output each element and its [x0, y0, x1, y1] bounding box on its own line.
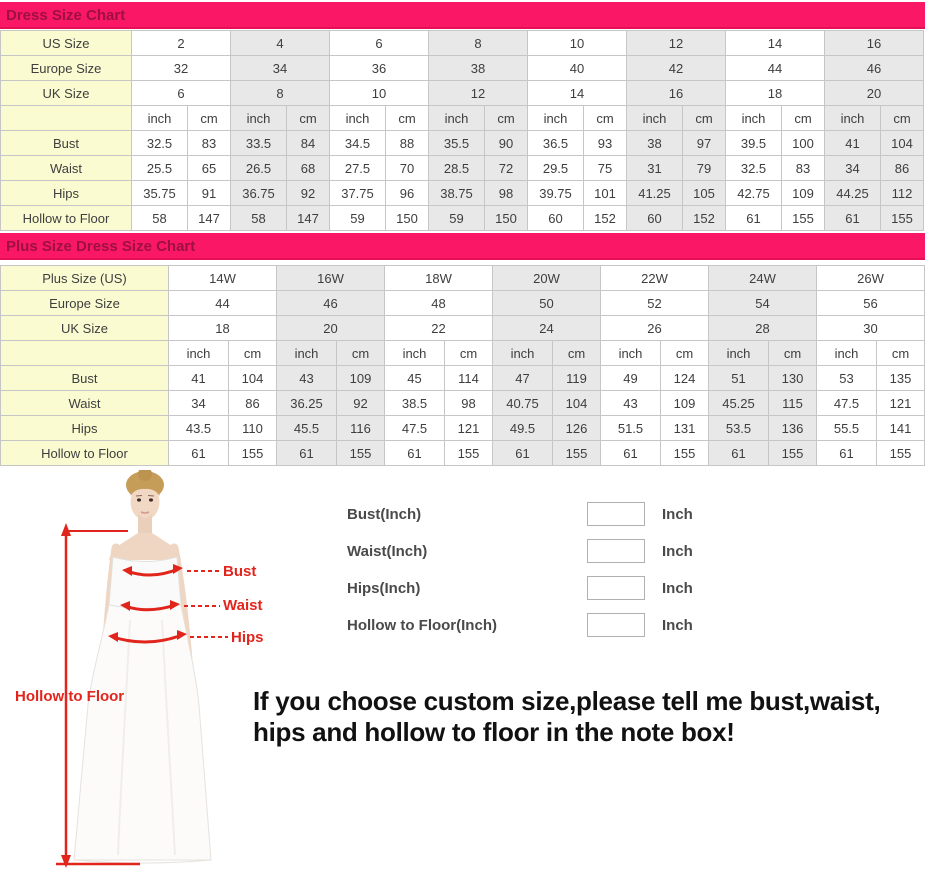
hollow-to-floor-label: Hollow to Floor(Inch) — [347, 617, 497, 634]
cm-value-cell: 68 — [287, 156, 330, 181]
cm-value-cell: 130 — [769, 366, 817, 391]
bust-unit-label: Inch — [662, 506, 693, 523]
inch-value-cell: 61 — [825, 206, 881, 231]
unit-cell: inch — [493, 341, 553, 366]
inch-value-cell: 44.25 — [825, 181, 881, 206]
inch-value-cell: 49 — [601, 366, 661, 391]
dress-size-chart-header: Dress Size Chart — [0, 2, 925, 29]
bust-form-row — [347, 502, 692, 528]
unit-cell: inch — [627, 106, 683, 131]
hips-figure-label: Hips — [231, 629, 264, 646]
size-cell: 38 — [429, 56, 528, 81]
cm-value-cell: 126 — [553, 416, 601, 441]
inch-value-cell: 61 — [709, 441, 769, 466]
cm-value-cell: 90 — [485, 131, 528, 156]
inch-value-cell: 38.75 — [429, 181, 485, 206]
waist-form-row — [347, 539, 692, 565]
bust-label: Bust(Inch) — [347, 506, 422, 523]
size-cell: 52 — [601, 291, 709, 316]
cm-value-cell: 115 — [769, 391, 817, 416]
cm-value-cell: 93 — [584, 131, 627, 156]
cm-value-cell: 124 — [661, 366, 709, 391]
unit-cell: cm — [337, 341, 385, 366]
size-cell: 26W — [817, 266, 925, 291]
size-cell: 20 — [825, 81, 924, 106]
inch-value-cell: 34 — [169, 391, 229, 416]
size-cell: 18W — [385, 266, 493, 291]
unit-cell: cm — [584, 106, 627, 131]
inch-value-cell: 58 — [132, 206, 188, 231]
arrow-down-icon — [61, 855, 71, 868]
row-label-cell: Waist — [1, 391, 169, 416]
inch-value-cell: 38 — [627, 131, 683, 156]
inch-value-cell: 39.75 — [528, 181, 584, 206]
inch-value-cell: 43 — [277, 366, 337, 391]
unit-cell: inch — [277, 341, 337, 366]
cm-value-cell: 86 — [881, 156, 924, 181]
cm-value-cell: 141 — [877, 416, 925, 441]
cm-value-cell: 97 — [683, 131, 726, 156]
unit-cell: inch — [385, 341, 445, 366]
inch-value-cell: 31 — [627, 156, 683, 181]
size-cell: 46 — [277, 291, 385, 316]
size-cell: 18 — [169, 316, 277, 341]
row-label-cell — [1, 341, 169, 366]
size-cell: 22 — [385, 316, 493, 341]
unit-cell: cm — [445, 341, 493, 366]
size-cell: 10 — [528, 31, 627, 56]
unit-cell: cm — [386, 106, 429, 131]
inch-value-cell: 53 — [817, 366, 877, 391]
cm-value-cell: 72 — [485, 156, 528, 181]
cm-value-cell: 155 — [877, 441, 925, 466]
row-label-cell: Europe Size — [1, 291, 169, 316]
cm-value-cell: 121 — [877, 391, 925, 416]
inch-value-cell: 47.5 — [385, 416, 445, 441]
inch-value-cell: 32.5 — [132, 131, 188, 156]
inch-value-cell: 43 — [601, 391, 661, 416]
unit-cell: cm — [683, 106, 726, 131]
inch-value-cell: 55.5 — [817, 416, 877, 441]
cm-value-cell: 100 — [782, 131, 825, 156]
bust-input[interactable] — [587, 502, 645, 526]
unit-cell: cm — [229, 341, 277, 366]
cm-value-cell: 112 — [881, 181, 924, 206]
inch-value-cell: 40.75 — [493, 391, 553, 416]
hips-label: Hips(Inch) — [347, 580, 421, 597]
unit-cell: inch — [231, 106, 287, 131]
cm-value-cell: 131 — [661, 416, 709, 441]
cm-value-cell: 105 — [683, 181, 726, 206]
size-cell: 18 — [726, 81, 825, 106]
row-label-cell: Waist — [1, 156, 132, 181]
inch-value-cell: 25.5 — [132, 156, 188, 181]
size-cell: 32 — [132, 56, 231, 81]
row-label-cell: Hollow to Floor — [1, 441, 169, 466]
unit-cell: cm — [485, 106, 528, 131]
cm-value-cell: 91 — [188, 181, 231, 206]
unit-cell: inch — [825, 106, 881, 131]
arrow-up-icon — [61, 523, 71, 536]
cm-value-cell: 155 — [229, 441, 277, 466]
inch-value-cell: 36.75 — [231, 181, 287, 206]
cm-value-cell: 88 — [386, 131, 429, 156]
custom-size-form — [347, 502, 692, 650]
size-cell: 30 — [817, 316, 925, 341]
unit-cell: cm — [769, 341, 817, 366]
inch-value-cell: 33.5 — [231, 131, 287, 156]
inch-value-cell: 53.5 — [709, 416, 769, 441]
cm-value-cell: 152 — [683, 206, 726, 231]
inch-value-cell: 41.25 — [627, 181, 683, 206]
unit-cell: inch — [709, 341, 769, 366]
unit-cell: inch — [726, 106, 782, 131]
row-label-cell: Hips — [1, 416, 169, 441]
cm-value-cell: 79 — [683, 156, 726, 181]
cm-value-cell: 109 — [782, 181, 825, 206]
cm-value-cell: 104 — [881, 131, 924, 156]
inch-value-cell: 26.5 — [231, 156, 287, 181]
inch-value-cell: 36.5 — [528, 131, 584, 156]
inch-value-cell: 35.5 — [429, 131, 485, 156]
unit-cell: cm — [881, 106, 924, 131]
cm-value-cell: 101 — [584, 181, 627, 206]
dress-size-chart-table — [0, 30, 924, 231]
cm-value-cell: 119 — [553, 366, 601, 391]
cm-value-cell: 152 — [584, 206, 627, 231]
cm-value-cell: 98 — [485, 181, 528, 206]
cm-value-cell: 86 — [229, 391, 277, 416]
inch-value-cell: 61 — [601, 441, 661, 466]
inch-value-cell: 35.75 — [132, 181, 188, 206]
unit-cell: inch — [528, 106, 584, 131]
size-cell: 8 — [231, 81, 330, 106]
inch-value-cell: 61 — [385, 441, 445, 466]
waist-label: Waist(Inch) — [347, 543, 428, 560]
cm-value-cell: 155 — [881, 206, 924, 231]
inch-value-cell: 37.75 — [330, 181, 386, 206]
size-cell: 16W — [277, 266, 385, 291]
inch-value-cell: 29.5 — [528, 156, 584, 181]
size-cell: 14 — [528, 81, 627, 106]
size-cell: 44 — [726, 56, 825, 81]
custom-size-note — [253, 686, 925, 748]
cm-value-cell: 92 — [287, 181, 330, 206]
cm-value-cell: 114 — [445, 366, 493, 391]
hips-unit-label: Inch — [662, 580, 693, 597]
size-cell: 56 — [817, 291, 925, 316]
inch-value-cell: 43.5 — [169, 416, 229, 441]
cm-value-cell: 75 — [584, 156, 627, 181]
inch-value-cell: 61 — [493, 441, 553, 466]
cm-value-cell: 155 — [553, 441, 601, 466]
inch-value-cell: 45 — [385, 366, 445, 391]
inch-value-cell: 60 — [528, 206, 584, 231]
cm-value-cell: 65 — [188, 156, 231, 181]
inch-value-cell: 27.5 — [330, 156, 386, 181]
inch-value-cell: 34 — [825, 156, 881, 181]
cm-value-cell: 136 — [769, 416, 817, 441]
size-cell: 36 — [330, 56, 429, 81]
size-cell: 6 — [330, 31, 429, 56]
waist-figure-label: Waist — [223, 597, 263, 614]
cm-value-cell: 155 — [445, 441, 493, 466]
size-cell: 34 — [231, 56, 330, 81]
cm-value-cell: 150 — [485, 206, 528, 231]
size-cell: 2 — [132, 31, 231, 56]
unit-cell: inch — [429, 106, 485, 131]
cm-value-cell: 96 — [386, 181, 429, 206]
plus-size-chart-header: Plus Size Dress Size Chart — [0, 233, 925, 260]
size-cell: 20W — [493, 266, 601, 291]
note-line: hips and hollow to floor in the note box! — [253, 717, 735, 747]
size-cell: 24W — [709, 266, 817, 291]
inch-value-cell: 38.5 — [385, 391, 445, 416]
inch-value-cell: 49.5 — [493, 416, 553, 441]
unit-cell: cm — [661, 341, 709, 366]
cm-value-cell: 104 — [229, 366, 277, 391]
size-cell: 10 — [330, 81, 429, 106]
hips-form-row — [347, 576, 692, 602]
row-label-cell — [1, 106, 132, 131]
size-cell: 48 — [385, 291, 493, 316]
size-cell: 22W — [601, 266, 709, 291]
unit-cell: inch — [132, 106, 188, 131]
row-label-cell: Hips — [1, 181, 132, 206]
bust-figure-label: Bust — [223, 563, 257, 580]
waist-input[interactable] — [587, 539, 645, 563]
row-label-cell: UK Size — [1, 81, 132, 106]
cm-value-cell: 147 — [287, 206, 330, 231]
size-cell: 50 — [493, 291, 601, 316]
size-cell: 16 — [627, 81, 726, 106]
row-label-cell: Bust — [1, 366, 169, 391]
cm-value-cell: 116 — [337, 416, 385, 441]
size-cell: 12 — [627, 31, 726, 56]
size-cell: 44 — [169, 291, 277, 316]
measurement-figure — [30, 470, 280, 870]
row-label-cell: Hollow to Floor — [1, 206, 132, 231]
size-cell: 16 — [825, 31, 924, 56]
inch-value-cell: 59 — [330, 206, 386, 231]
inch-value-cell: 61 — [169, 441, 229, 466]
cm-value-cell: 150 — [386, 206, 429, 231]
inch-value-cell: 41 — [169, 366, 229, 391]
size-cell: 28 — [709, 316, 817, 341]
cm-value-cell: 92 — [337, 391, 385, 416]
hips-input[interactable] — [587, 576, 645, 600]
size-cell: 8 — [429, 31, 528, 56]
cm-value-cell: 155 — [782, 206, 825, 231]
cm-value-cell: 135 — [877, 366, 925, 391]
inch-value-cell: 61 — [726, 206, 782, 231]
inch-value-cell: 42.75 — [726, 181, 782, 206]
inch-value-cell: 45.5 — [277, 416, 337, 441]
cm-value-cell: 109 — [661, 391, 709, 416]
unit-cell: inch — [169, 341, 229, 366]
inch-value-cell: 36.25 — [277, 391, 337, 416]
inch-value-cell: 45.25 — [709, 391, 769, 416]
inch-value-cell: 34.5 — [330, 131, 386, 156]
unit-cell: inch — [817, 341, 877, 366]
row-label-cell: UK Size — [1, 316, 169, 341]
cm-value-cell: 84 — [287, 131, 330, 156]
cm-value-cell: 104 — [553, 391, 601, 416]
size-cell: 26 — [601, 316, 709, 341]
cm-value-cell: 109 — [337, 366, 385, 391]
size-cell: 24 — [493, 316, 601, 341]
cm-value-cell: 83 — [188, 131, 231, 156]
inch-value-cell: 32.5 — [726, 156, 782, 181]
unit-cell: cm — [877, 341, 925, 366]
unit-cell: cm — [553, 341, 601, 366]
plus-size-chart-table — [0, 265, 925, 466]
inch-value-cell: 60 — [627, 206, 683, 231]
cm-value-cell: 121 — [445, 416, 493, 441]
unit-cell: cm — [782, 106, 825, 131]
size-cell: 12 — [429, 81, 528, 106]
inch-value-cell: 41 — [825, 131, 881, 156]
inch-value-cell: 39.5 — [726, 131, 782, 156]
inch-value-cell: 59 — [429, 206, 485, 231]
size-cell: 42 — [627, 56, 726, 81]
cm-value-cell: 155 — [769, 441, 817, 466]
row-label-cell: US Size — [1, 31, 132, 56]
inch-value-cell: 58 — [231, 206, 287, 231]
inch-value-cell: 47.5 — [817, 391, 877, 416]
inch-value-cell: 51 — [709, 366, 769, 391]
cm-value-cell: 110 — [229, 416, 277, 441]
size-cell: 14 — [726, 31, 825, 56]
hollow-to-floor-input[interactable] — [587, 613, 645, 637]
size-cell: 54 — [709, 291, 817, 316]
size-cell: 40 — [528, 56, 627, 81]
inch-value-cell: 51.5 — [601, 416, 661, 441]
hollow-to-floor-unit-label: Inch — [662, 617, 693, 634]
cm-value-cell: 147 — [188, 206, 231, 231]
cm-value-cell: 70 — [386, 156, 429, 181]
unit-cell: inch — [601, 341, 661, 366]
inch-value-cell: 61 — [277, 441, 337, 466]
size-cell: 14W — [169, 266, 277, 291]
size-cell: 4 — [231, 31, 330, 56]
inch-value-cell: 61 — [817, 441, 877, 466]
unit-cell: cm — [188, 106, 231, 131]
inch-value-cell: 47 — [493, 366, 553, 391]
hollow-to-floor-figure-label: Hollow to Floor — [15, 688, 125, 705]
unit-cell: cm — [287, 106, 330, 131]
size-cell: 20 — [277, 316, 385, 341]
cm-value-cell: 155 — [337, 441, 385, 466]
note-line: If you choose custom size,please tell me bust,waist, — [253, 686, 881, 716]
cm-value-cell: 98 — [445, 391, 493, 416]
size-cell: 46 — [825, 56, 924, 81]
cm-value-cell: 155 — [661, 441, 709, 466]
row-label-cell: Bust — [1, 131, 132, 156]
unit-cell: inch — [330, 106, 386, 131]
waist-unit-label: Inch — [662, 543, 693, 560]
cm-value-cell: 83 — [782, 156, 825, 181]
hollow-to-floor-form-row — [347, 613, 692, 639]
model-illustration — [74, 470, 211, 863]
inch-value-cell: 28.5 — [429, 156, 485, 181]
size-cell: 6 — [132, 81, 231, 106]
row-label-cell: Plus Size (US) — [1, 266, 169, 291]
row-label-cell: Europe Size — [1, 56, 132, 81]
